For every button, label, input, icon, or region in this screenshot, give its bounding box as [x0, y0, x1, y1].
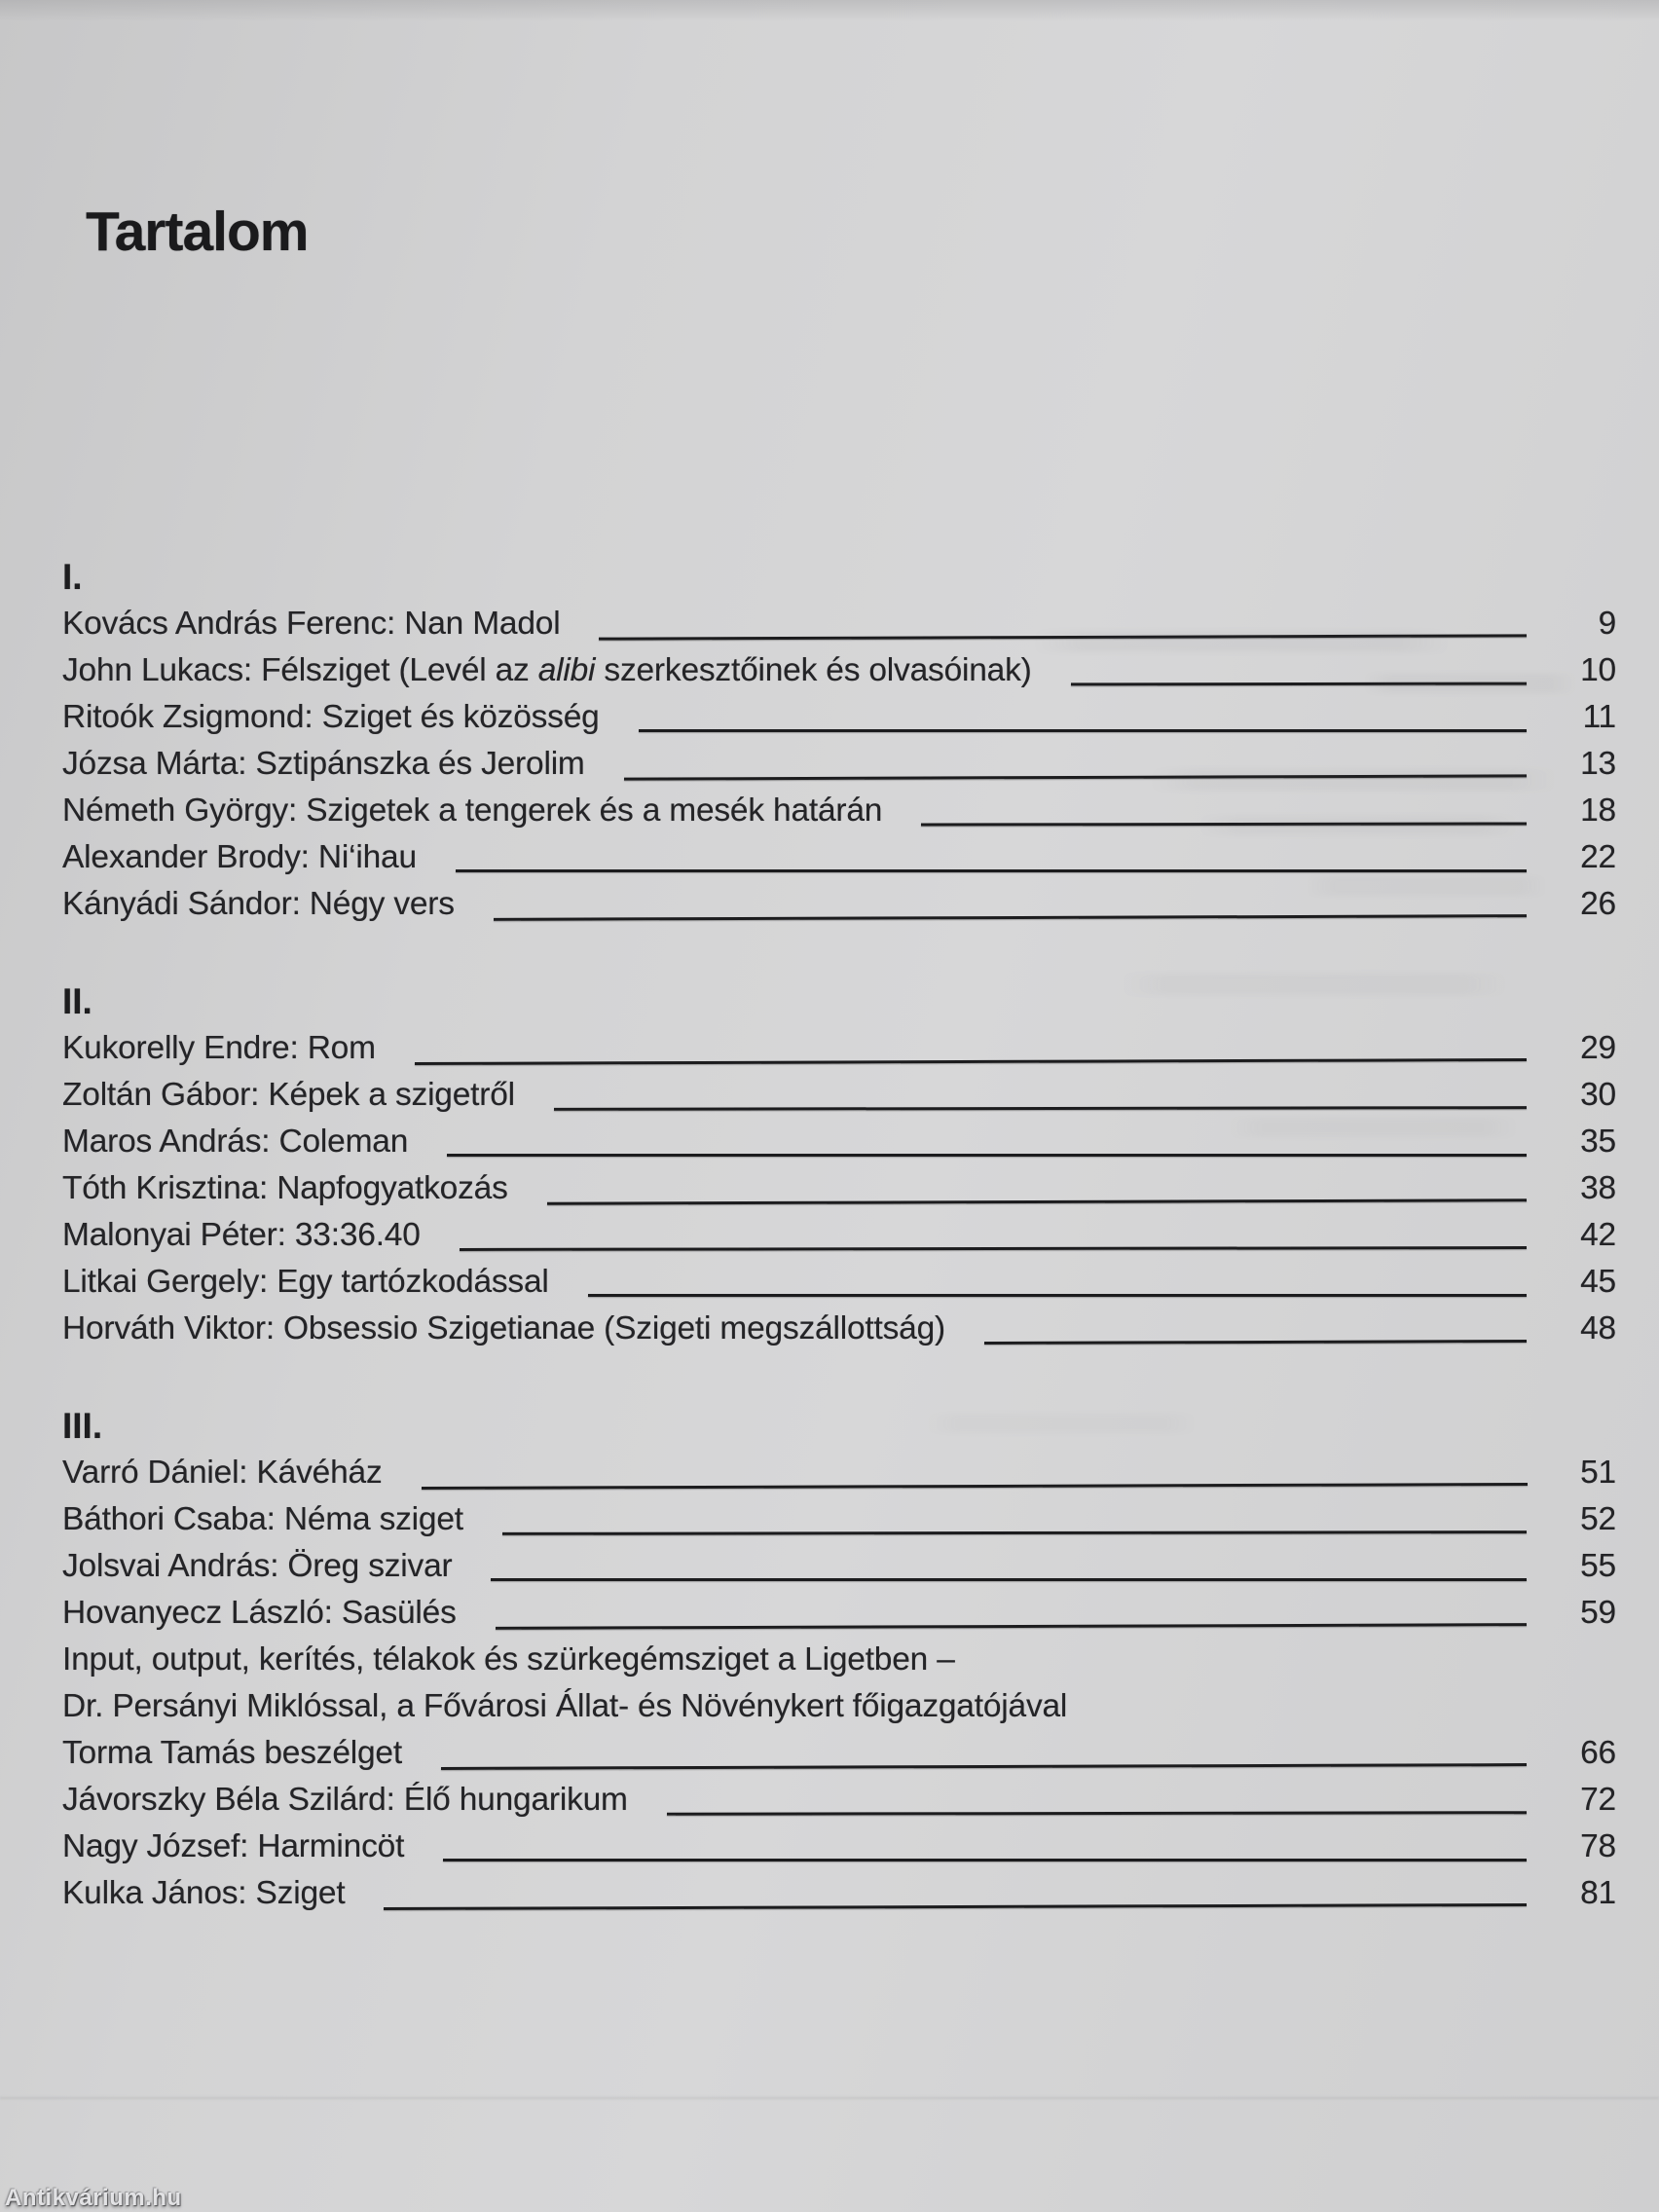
antikvarium-watermark: Antikvárium.hu	[5, 2185, 182, 2211]
page-number: 45	[1580, 1264, 1616, 1300]
entry-title-part: Hovanyecz László: Sasülés	[62, 1595, 457, 1631]
leader-line	[491, 1578, 1527, 1581]
entry-title-part: Nagy József: Harmincöt	[62, 1828, 405, 1864]
entry-title-part: Horváth Viktor: Obsessio Szigetianae (Szigeti megszállottság)	[62, 1310, 945, 1346]
page-number: 13	[1580, 746, 1616, 782]
entry-title-part: Alexander Brody: Ni‘ihau	[62, 839, 417, 875]
toc-entry-row	[62, 1683, 1616, 1730]
toc-entry-row	[62, 601, 1616, 647]
entry-title-part: Ritoók Zsigmond: Sziget és közösség	[62, 699, 600, 735]
toc-entry-row	[62, 1637, 1616, 1683]
toc-entry-title	[62, 1025, 376, 1072]
entry-title-part: Báthori Csaba: Néma sziget	[62, 1501, 463, 1537]
page-number: 38	[1580, 1170, 1616, 1206]
entry-title-part: Malonyai Péter: 33:36.40	[62, 1217, 421, 1253]
toc-entry-row	[62, 1259, 1616, 1306]
page-number: 18	[1580, 793, 1616, 829]
toc-entry-row	[62, 1119, 1616, 1165]
page-number: 26	[1580, 886, 1616, 922]
toc-entry-title	[62, 1683, 1067, 1730]
leader-line	[547, 1198, 1527, 1205]
toc-entry-title	[62, 1543, 452, 1590]
leader-line	[456, 869, 1527, 872]
entry-title-part: Józsa Márta: Sztipánszka és Jerolim	[62, 746, 585, 782]
page-number: 35	[1580, 1124, 1616, 1160]
entry-title-part: Varró Dániel: Kávéház	[62, 1455, 383, 1491]
page-number: 55	[1580, 1548, 1616, 1584]
toc-entry-row	[62, 1450, 1616, 1496]
entry-title-part: Input, output, kerítés, télakok és szürkegémsziget a Ligetben –	[62, 1641, 955, 1677]
leader-line	[496, 1623, 1527, 1630]
entry-title-part: Maros András: Coleman	[62, 1124, 409, 1160]
leader-line	[415, 1058, 1527, 1065]
entry-title-part: Jolsvai András: Öreg szivar	[62, 1548, 453, 1584]
page-number: 10	[1580, 652, 1616, 688]
toc-entry-title	[62, 1637, 955, 1683]
toc-entry-row	[62, 881, 1616, 928]
toc-entry-title	[62, 1450, 383, 1496]
page-number: 9	[1598, 606, 1616, 642]
leader-line	[443, 1859, 1527, 1862]
toc-entry-title	[62, 741, 585, 788]
toc-entry-row	[62, 1824, 1616, 1870]
section-label-row	[62, 554, 1616, 601]
toc-entry-title	[62, 834, 417, 881]
toc-entry-row	[62, 1072, 1616, 1119]
toc-entry-title	[62, 647, 1032, 694]
toc-entry-row	[62, 788, 1616, 834]
page-number: 72	[1580, 1782, 1616, 1818]
toc-entry-title	[62, 1590, 457, 1637]
toc-entry-title	[62, 1730, 402, 1777]
entry-title-part: John Lukacs: Félsziget (Levél az	[62, 652, 538, 688]
page-number: 11	[1582, 699, 1616, 735]
table-of-contents	[62, 554, 1616, 1917]
leader-line	[599, 634, 1527, 640]
toc-section-i	[62, 554, 1616, 928]
entry-title-italic-part: alibi	[537, 652, 596, 688]
leader-line	[460, 1246, 1527, 1251]
toc-entry-row	[62, 1165, 1616, 1212]
toc-entry-row	[62, 647, 1616, 694]
entry-title-part: Kulka János: Sziget	[62, 1875, 346, 1911]
entry-title-part: Jávorszky Béla Szilárd: Élő hungarikum	[62, 1782, 628, 1818]
toc-entry-title	[62, 881, 455, 928]
toc-section-iii	[62, 1403, 1616, 1917]
toc-entry-row	[62, 1306, 1616, 1352]
page-number: 81	[1580, 1875, 1616, 1911]
toc-entry-title	[62, 1165, 508, 1212]
toc-entry-title	[62, 1777, 628, 1824]
toc-entry-row	[62, 1870, 1616, 1917]
leader-line	[554, 1106, 1527, 1111]
toc-entry-title	[62, 1306, 945, 1352]
toc-entry-title	[62, 1824, 404, 1870]
leader-line	[639, 729, 1527, 732]
entry-title-part: Zoltán Gábor: Képek a szigetről	[62, 1077, 515, 1113]
entry-title-part: Kukorelly Endre: Rom	[62, 1030, 376, 1066]
entry-title-part: Tóth Krisztina: Napfogyatkozás	[62, 1170, 508, 1206]
page-number: 51	[1580, 1455, 1616, 1491]
leader-line	[921, 822, 1527, 826]
toc-entry-row	[62, 1025, 1616, 1072]
toc-entry-row	[62, 1212, 1616, 1259]
leader-line	[421, 1483, 1527, 1490]
leader-line	[667, 1811, 1527, 1816]
page-number: 78	[1580, 1828, 1616, 1864]
section-label-row	[62, 978, 1616, 1025]
leader-line	[441, 1763, 1527, 1770]
entry-title-part: Kányádi Sándor: Négy vers	[62, 886, 455, 922]
page-number: 22	[1580, 839, 1616, 875]
page-number: 66	[1580, 1735, 1616, 1771]
toc-entry-title	[62, 1259, 549, 1306]
toc-entry-row	[62, 1496, 1616, 1543]
leader-line	[624, 774, 1527, 780]
entry-title-part: Dr. Persányi Miklóssal, a Fővárosi Állat- és Növénykert főigazgatójával	[62, 1688, 1068, 1724]
toc-entry-title	[62, 601, 560, 647]
page-number: 29	[1580, 1030, 1616, 1066]
section-label: II.	[62, 981, 92, 1021]
leader-line	[494, 914, 1527, 921]
page-number: 30	[1580, 1077, 1616, 1113]
toc-entry-row	[62, 1777, 1616, 1824]
toc-entry-title	[62, 694, 600, 741]
entry-title-part: Torma Tamás beszélget	[62, 1735, 402, 1771]
leader-line	[588, 1294, 1527, 1297]
toc-entry-row	[62, 1730, 1616, 1777]
toc-entry-row	[62, 1590, 1616, 1637]
toc-entry-title	[62, 1212, 421, 1259]
leader-line	[447, 1154, 1527, 1157]
toc-entry-title	[62, 788, 882, 834]
toc-entry-title	[62, 1072, 515, 1119]
page-title: Tartalom	[86, 201, 309, 263]
toc-entry-title	[62, 1496, 463, 1543]
section-label: III.	[62, 1406, 103, 1446]
toc-entry-row	[62, 1543, 1616, 1590]
leader-line	[1071, 682, 1527, 686]
toc-entry-title	[62, 1870, 345, 1917]
toc-entry-row	[62, 834, 1616, 881]
entry-title-part: szerkesztőinek és olvasóinak)	[595, 652, 1032, 688]
toc-entry-row	[62, 694, 1616, 741]
page-number: 48	[1580, 1310, 1616, 1346]
leader-line	[502, 1530, 1527, 1535]
page-number: 42	[1580, 1217, 1616, 1253]
leader-line	[384, 1903, 1527, 1910]
toc-section-ii	[62, 978, 1616, 1352]
entry-title-part: Németh György: Szigetek a tengerek és a mesék határán	[62, 793, 883, 829]
page-number: 59	[1580, 1595, 1616, 1631]
leader-line	[984, 1340, 1527, 1345]
toc-entry-title	[62, 1119, 408, 1165]
entry-title-part: Kovács András Ferenc: Nan Madol	[62, 606, 561, 642]
toc-entry-row	[62, 741, 1616, 788]
page-number: 52	[1580, 1501, 1616, 1537]
entry-title-part: Litkai Gergely: Egy tartózkodással	[62, 1264, 549, 1300]
section-label-row	[62, 1403, 1616, 1450]
section-label: I.	[62, 557, 83, 597]
